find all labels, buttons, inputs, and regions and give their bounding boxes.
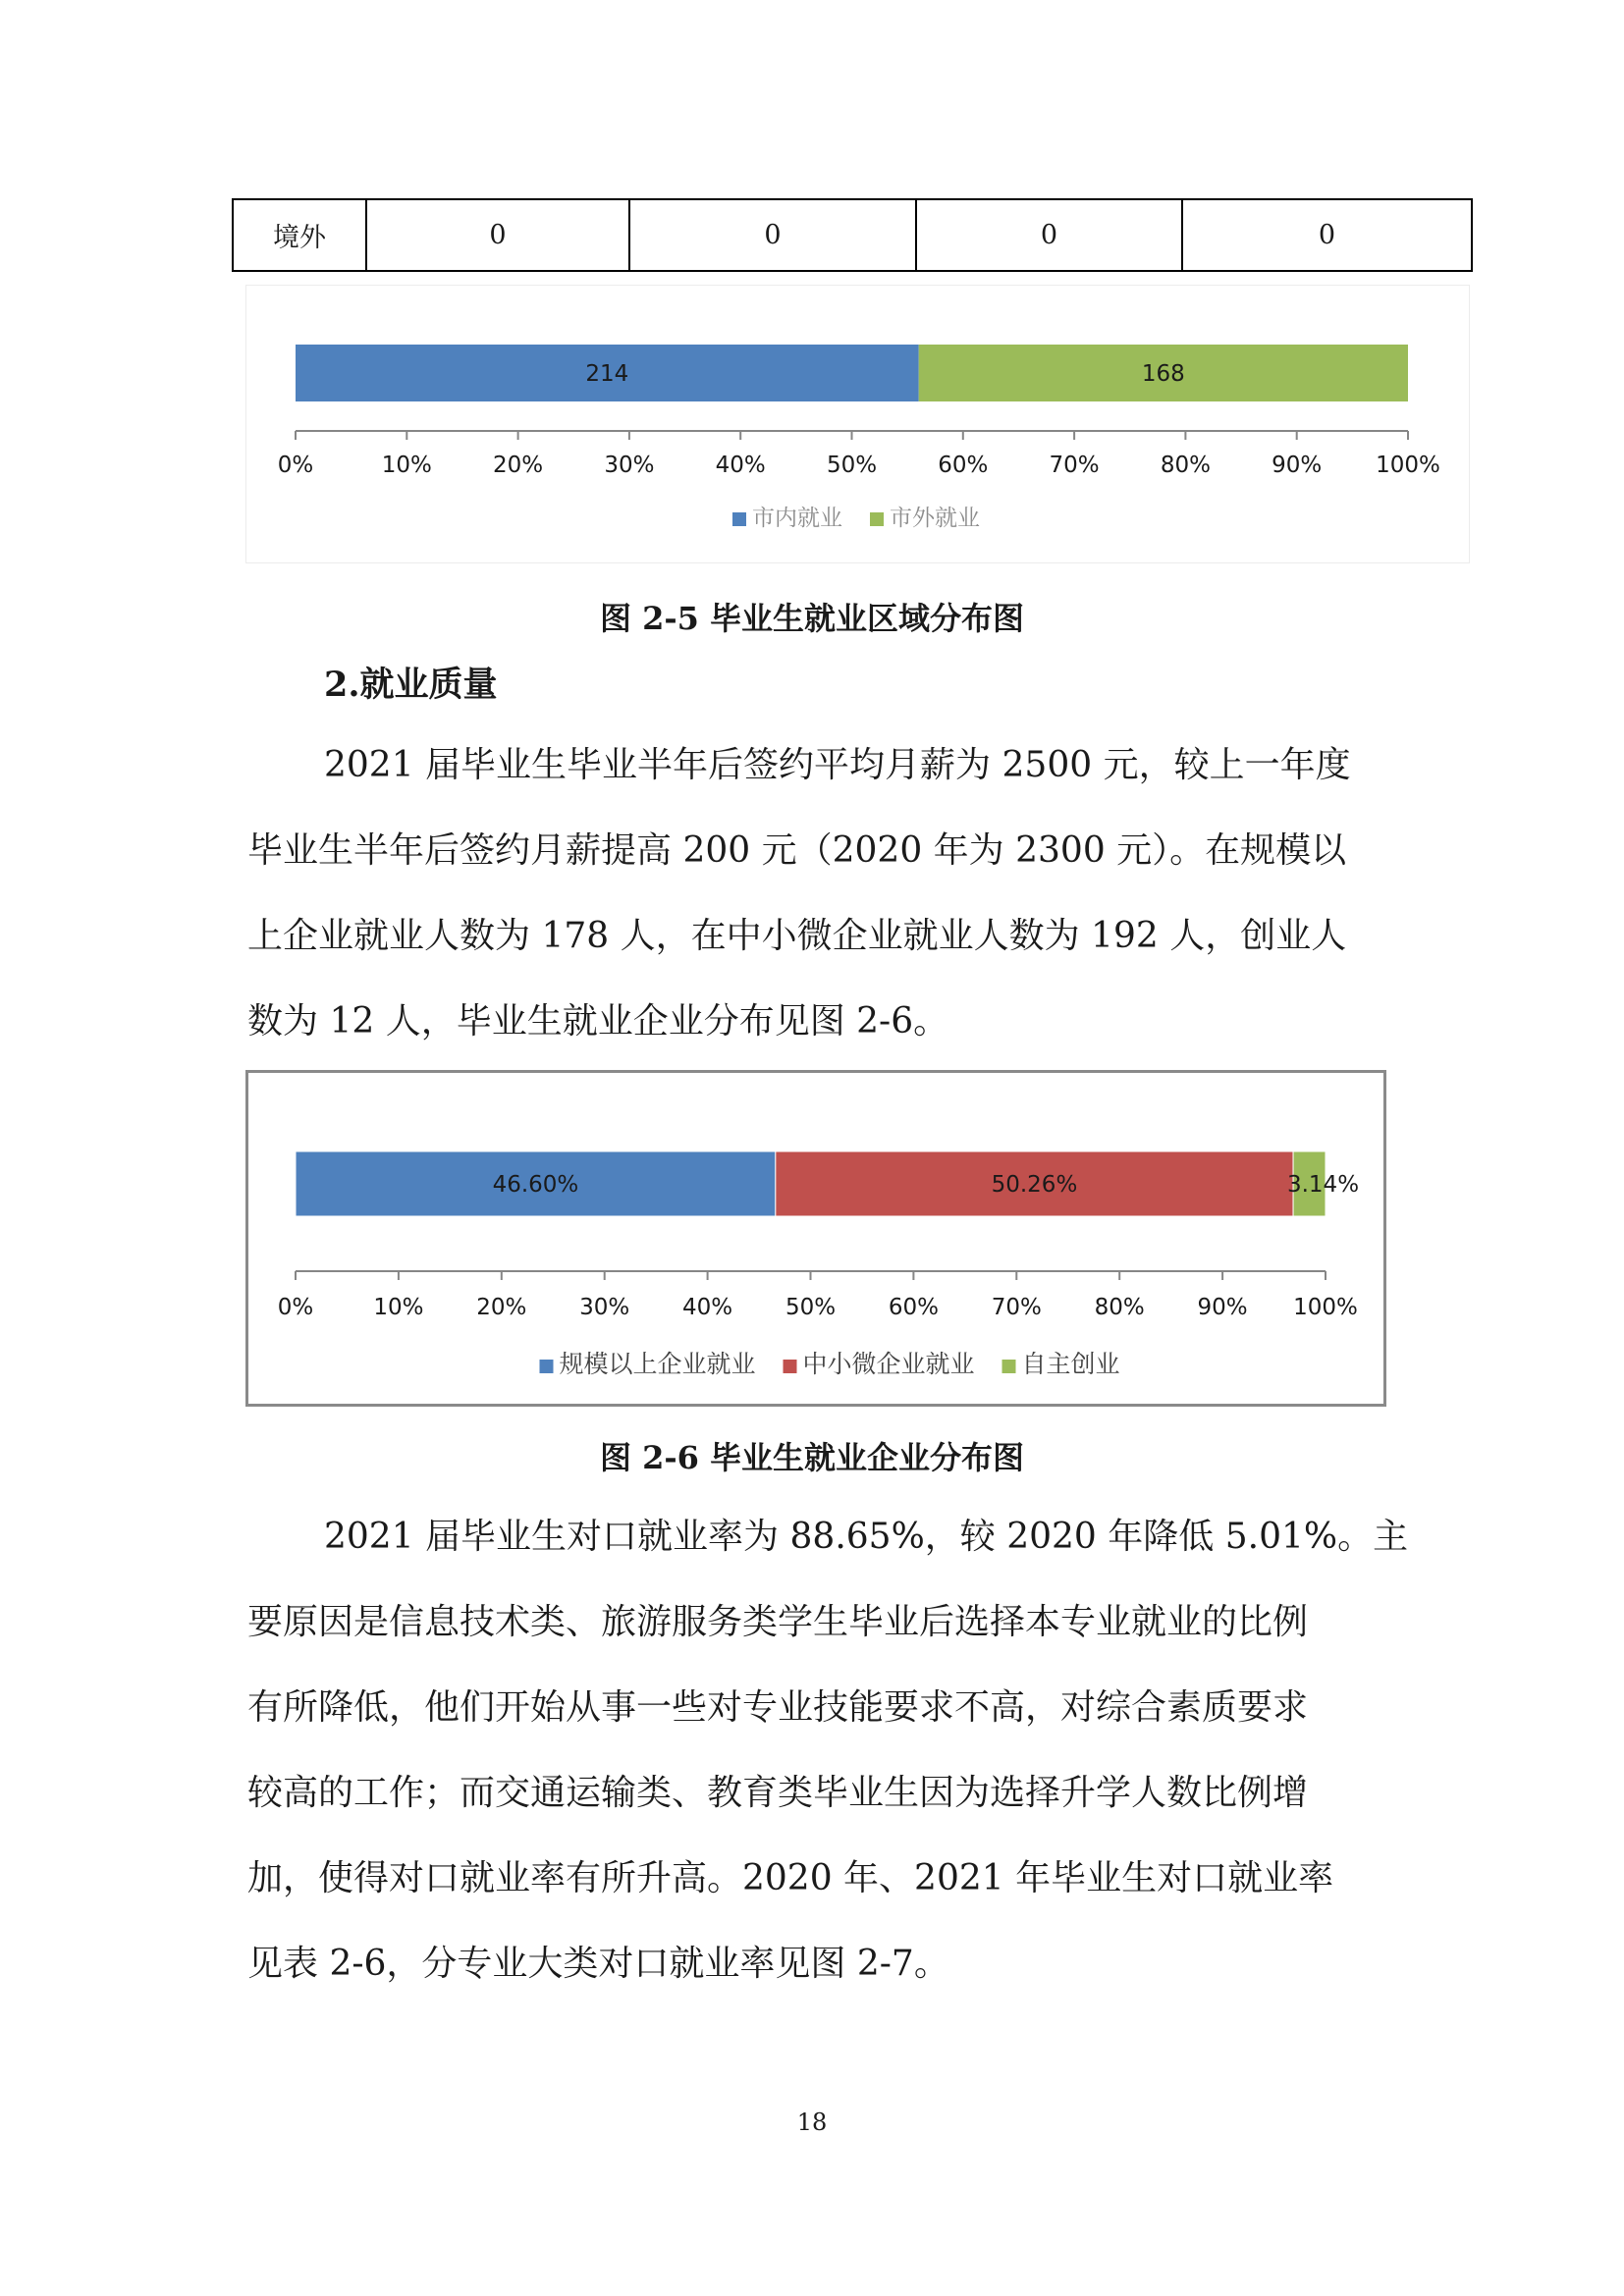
figure-caption-2-5: 图 2-5 毕业生就业区域分布图 bbox=[599, 600, 1025, 637]
x-tick-label: 0% bbox=[277, 1295, 314, 1320]
table-cell: 0 bbox=[366, 199, 629, 271]
x-tick-label: 50% bbox=[826, 453, 878, 478]
paragraph-line: 毕业生半年后签约月薪提高 200 元（2020 年为 2300 元）。在规模以 bbox=[247, 830, 1347, 871]
x-tick-label: 30% bbox=[604, 453, 655, 478]
paragraph-line: 要原因是信息技术类、旅游服务类学生毕业后选择本专业就业的比例 bbox=[247, 1602, 1309, 1642]
paragraph-line: 较高的工作；而交通运输类、教育类毕业生因为选择升学人数比例增 bbox=[247, 1773, 1309, 1813]
x-tick-label: 0% bbox=[277, 453, 314, 478]
legend-label: 市外就业 bbox=[890, 506, 980, 531]
region-distribution-chart bbox=[245, 285, 1470, 563]
legend-swatch bbox=[784, 1360, 797, 1373]
x-tick-label: 80% bbox=[1160, 453, 1211, 478]
table-row-label: 境外 bbox=[233, 199, 366, 271]
paragraph-line: 2021 届毕业生对口就业率为 88.65%，较 2020 年降低 5.01%。主 bbox=[324, 1517, 1409, 1557]
x-tick-label: 40% bbox=[715, 453, 766, 478]
x-tick-label: 10% bbox=[381, 453, 432, 478]
x-tick-label: 70% bbox=[1049, 453, 1100, 478]
x-tick-label: 50% bbox=[785, 1295, 837, 1320]
paragraph-line: 2021 届毕业生毕业半年后签约平均月薪为 2500 元，较上一年度 bbox=[324, 745, 1351, 785]
data-label: 46.60% bbox=[492, 1172, 579, 1198]
page-number: 18 bbox=[796, 2109, 828, 2136]
x-tick-label: 40% bbox=[682, 1295, 733, 1320]
legend-label: 规模以上企业就业 bbox=[559, 1350, 756, 1378]
legend-swatch bbox=[732, 512, 746, 526]
data-label: 168 bbox=[1141, 361, 1185, 387]
enterprise-chart-svg bbox=[248, 1073, 1383, 1404]
x-tick-label: 30% bbox=[579, 1295, 630, 1320]
x-tick-label: 20% bbox=[476, 1295, 527, 1320]
data-label: 50.26% bbox=[991, 1172, 1078, 1198]
x-tick-label: 90% bbox=[1272, 453, 1323, 478]
data-label: 3.14% bbox=[1286, 1172, 1360, 1198]
figure-caption-2-6: 图 2-6 毕业生就业企业分布图 bbox=[599, 1439, 1025, 1476]
x-tick-label: 90% bbox=[1197, 1295, 1248, 1320]
paragraph-line: 上企业就业人数为 178 人，在中小微企业就业人数为 192 人，创业人 bbox=[247, 916, 1347, 956]
table-cell: 0 bbox=[629, 199, 916, 271]
enterprise-distribution-chart bbox=[245, 1070, 1386, 1407]
legend-swatch bbox=[870, 512, 884, 526]
data-label: 214 bbox=[585, 361, 629, 387]
legend-label: 自主创业 bbox=[1021, 1350, 1120, 1378]
region-chart-svg bbox=[246, 286, 1469, 562]
x-tick-label: 60% bbox=[888, 1295, 939, 1320]
legend-label: 中小微企业就业 bbox=[802, 1350, 975, 1378]
x-tick-label: 80% bbox=[1094, 1295, 1145, 1320]
x-tick-label: 10% bbox=[373, 1295, 424, 1320]
table-cell: 0 bbox=[1182, 199, 1472, 271]
region-table bbox=[232, 198, 1473, 272]
table-row bbox=[233, 199, 1472, 271]
legend-swatch bbox=[540, 1360, 554, 1373]
paragraph-line: 有所降低，他们开始从事一些对专业技能要求不高，对综合素质要求 bbox=[247, 1687, 1309, 1728]
legend-swatch bbox=[1002, 1360, 1016, 1373]
table-cell: 0 bbox=[916, 199, 1182, 271]
x-tick-label: 60% bbox=[938, 453, 989, 478]
paragraph-line: 数为 12 人，毕业生就业企业分布见图 2-6。 bbox=[247, 1001, 949, 1041]
x-tick-label: 100% bbox=[1376, 453, 1440, 478]
paragraph-salary bbox=[247, 722, 1386, 1064]
paragraph-line: 加，使得对口就业率有所升高。2020 年、2021 年毕业生对口就业率 bbox=[247, 1858, 1334, 1898]
x-tick-label: 20% bbox=[493, 453, 544, 478]
x-tick-label: 70% bbox=[991, 1295, 1042, 1320]
section-heading: 2.就业质量 bbox=[324, 665, 498, 705]
legend-label: 市内就业 bbox=[752, 506, 842, 531]
x-tick-label: 100% bbox=[1293, 1295, 1358, 1320]
paragraph-match-rate bbox=[247, 1494, 1409, 2006]
paragraph-line: 见表 2-6，分专业大类对口就业率见图 2-7。 bbox=[247, 1944, 949, 1984]
